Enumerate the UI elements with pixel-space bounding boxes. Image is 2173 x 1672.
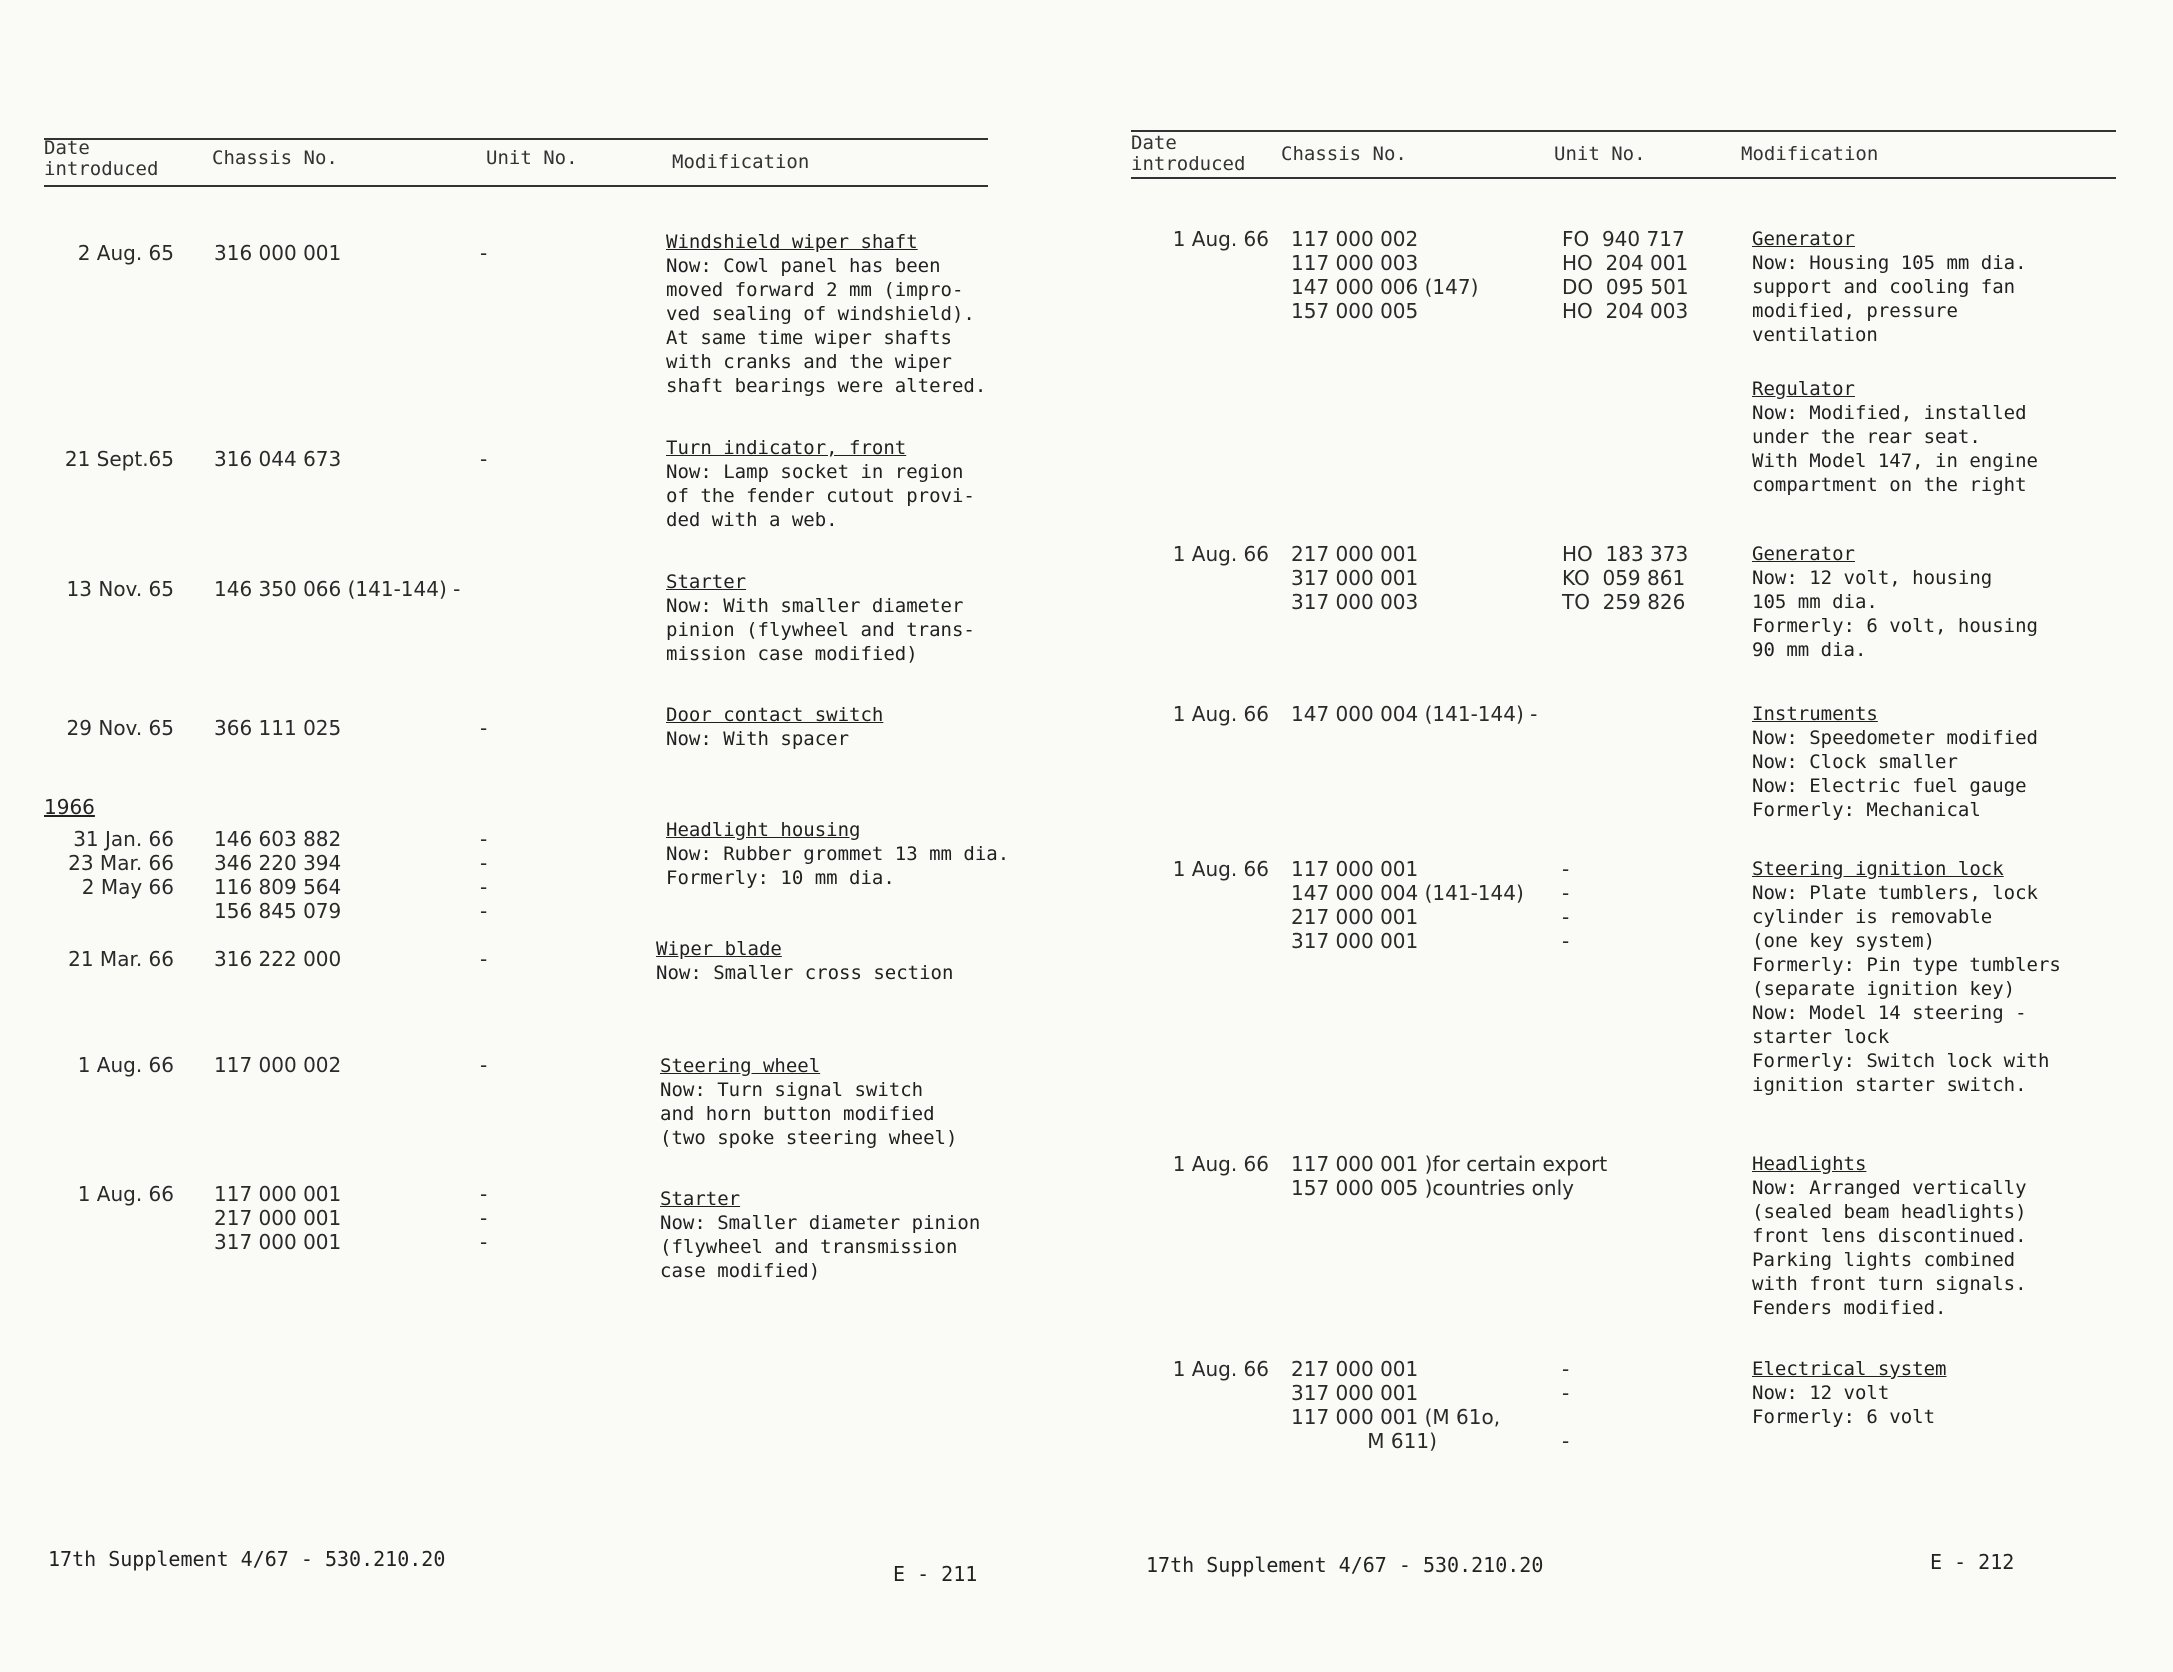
modification-text: Parking lights combined	[1752, 1249, 2016, 1271]
date-value: 1 Aug. 66	[1172, 1357, 1269, 1381]
date-cell	[1086, 542, 1269, 566]
modification-title: Headlights	[1752, 1153, 1867, 1175]
chassis-number: 217 000 001	[1291, 542, 1419, 566]
date-value: 23 Mar. 66	[68, 851, 174, 875]
unit-cell	[480, 241, 487, 265]
modification-text: Formerly: Switch lock with	[1752, 1050, 2050, 1072]
footer-supplement: 17th Supplement 4/67 - 530.210.20	[1146, 1553, 1544, 1577]
unit-number: -	[480, 241, 488, 265]
date-value: 13 Nov. 65	[66, 577, 174, 601]
modification-text: At same time wiper shafts	[666, 327, 952, 349]
unit-cell	[1562, 857, 1569, 953]
header-rule-top	[1131, 130, 2116, 132]
chassis-cell	[1291, 702, 1537, 726]
modification-cell	[1752, 857, 2061, 1127]
unit-number: DO 095 501	[1562, 275, 1689, 299]
date-value: 21 Mar. 66	[68, 947, 174, 971]
unit-cell	[480, 1182, 487, 1254]
unit-number: -	[480, 851, 488, 875]
modification-cell	[666, 436, 975, 562]
modification-text: modified, pressure	[1752, 300, 1958, 322]
unit-number: HO 204 003	[1562, 299, 1689, 323]
modification-group	[660, 1054, 957, 1150]
date-value: 1 Aug. 66	[1172, 702, 1269, 726]
modification-text: case modified)	[660, 1260, 821, 1282]
chassis-number: 117 000 002	[1291, 227, 1419, 251]
date-cell	[1086, 227, 1269, 251]
modification-title: Door contact switch	[666, 704, 884, 726]
modification-text: ded with a web.	[666, 509, 838, 531]
modification-cell	[1752, 542, 2038, 692]
modification-text: Now: With smaller diameter	[666, 595, 964, 617]
header-unit: Unit No.	[486, 147, 578, 169]
chassis-number: 317 000 001	[1291, 1381, 1419, 1405]
modification-text: Now: With spacer	[666, 728, 850, 750]
modification-text: with cranks and the wiper	[666, 351, 952, 373]
modification-text: support and cooling fan	[1752, 276, 2016, 298]
unit-number: -	[1562, 1429, 1570, 1453]
unit-cell	[480, 827, 487, 923]
modification-title: Starter	[660, 1188, 741, 1210]
date-cell	[1086, 857, 1269, 881]
unit-number: -	[480, 1230, 488, 1254]
modification-text: Now: Model 14 steering -	[1752, 1002, 2027, 1024]
year-marker: 1966	[44, 795, 95, 819]
modification-cell	[666, 570, 975, 696]
chassis-cell	[214, 241, 341, 265]
modification-text: Now: 12 volt	[1752, 1382, 1890, 1404]
modification-text: Formerly: Mechanical	[1752, 799, 1981, 821]
modification-group	[666, 436, 975, 532]
modification-cell	[660, 1054, 957, 1180]
modification-text: (two spoke steering wheel)	[660, 1127, 958, 1149]
chassis-number: 156 845 079	[214, 899, 342, 923]
modification-text: Now: Smaller cross section	[656, 962, 954, 984]
chassis-number: 147 000 004 (141-144) -	[1291, 702, 1538, 726]
modification-text: (separate ignition key)	[1752, 978, 2016, 1000]
chassis-number: 316 044 673	[214, 447, 342, 471]
page-right	[1086, 0, 2173, 1672]
modification-cell	[666, 818, 1009, 920]
date-value: 1 Aug. 66	[77, 1182, 174, 1206]
chassis-number: 317 000 001	[214, 1230, 342, 1254]
unit-number: -	[480, 1182, 488, 1206]
modification-text: shaft bearings were altered.	[666, 375, 987, 397]
header-modification: Modification	[1741, 143, 1879, 165]
modification-group	[1752, 1152, 2027, 1320]
chassis-cell	[214, 447, 341, 471]
footer-supplement: 17th Supplement 4/67 - 530.210.20	[48, 1547, 446, 1571]
chassis-number: 217 000 001	[1291, 905, 1419, 929]
modification-text: Now: Smaller diameter pinion	[660, 1212, 981, 1234]
modification-group	[1752, 227, 2038, 347]
chassis-number: 146 603 882	[214, 827, 342, 851]
chassis-cell	[1291, 227, 1478, 323]
modification-cell	[1752, 1152, 2027, 1350]
modification-text: under the rear seat.	[1752, 426, 1981, 448]
unit-cell	[1562, 542, 1688, 614]
unit-number: -	[1562, 1381, 1570, 1405]
modification-group	[656, 937, 953, 985]
modification-text: 105 mm dia.	[1752, 591, 1878, 613]
unit-number: -	[1562, 1357, 1570, 1381]
header-rule-bottom	[44, 185, 988, 187]
modification-text: ved sealing of windshield).	[666, 303, 975, 325]
modification-text: compartment on the right	[1752, 474, 2027, 496]
footer-page-number: E - 211	[893, 1562, 978, 1586]
modification-text: with front turn signals.	[1752, 1273, 2027, 1295]
unit-number: TO 259 826	[1562, 590, 1686, 614]
modification-text: moved forward 2 mm (impro-	[666, 279, 964, 301]
modification-title: Instruments	[1752, 703, 1878, 725]
unit-number: -	[480, 1053, 488, 1077]
modification-group	[1752, 542, 2038, 662]
date-value: 1 Aug. 66	[1172, 857, 1269, 881]
modification-text: cylinder is removable	[1752, 906, 1993, 928]
unit-number: -	[480, 947, 488, 971]
chassis-number: 316 000 001	[214, 241, 342, 265]
modification-group	[666, 230, 986, 398]
date-value: 2 Aug. 65	[77, 241, 174, 265]
date-cell	[0, 1053, 174, 1077]
chassis-cell	[1291, 1357, 1500, 1453]
modification-group	[666, 703, 883, 751]
modification-text: 90 mm dia.	[1752, 639, 1867, 661]
modification-cell	[1752, 702, 2038, 852]
modification-cell	[660, 1187, 980, 1313]
modification-text: front lens discontinued.	[1752, 1225, 2027, 1247]
modification-text: (sealed beam headlights)	[1752, 1201, 2027, 1223]
chassis-number: 217 000 001	[214, 1206, 342, 1230]
header-modification: Modification	[672, 151, 810, 173]
header-date: Date introduced	[1131, 132, 1246, 175]
chassis-cell	[1291, 1152, 1607, 1200]
modification-text: With Model 147, in engine	[1752, 450, 2038, 472]
modification-cell	[656, 937, 953, 1015]
modification-cell	[1752, 1357, 1946, 1459]
unit-number: -	[480, 875, 488, 899]
unit-cell	[480, 947, 487, 971]
modification-title: Starter	[666, 571, 747, 593]
chassis-number: 157 000 005	[1291, 299, 1419, 323]
date-cell	[0, 827, 174, 899]
modification-title: Windshield wiper shaft	[666, 231, 918, 253]
modification-title: Steering wheel	[660, 1055, 821, 1077]
modification-group	[660, 1187, 980, 1283]
page-left	[0, 0, 1086, 1672]
date-value: 2 May 66	[81, 875, 174, 899]
chassis-number: 147 000 006 (147)	[1291, 275, 1479, 299]
unit-number: -	[1562, 857, 1570, 881]
modification-title: Generator	[1752, 228, 1855, 250]
header-rule-top	[44, 138, 988, 140]
chassis-cell	[214, 716, 341, 740]
header-chassis: Chassis No.	[1281, 143, 1407, 165]
date-cell	[0, 241, 174, 265]
date-value: 1 Aug. 66	[1172, 1152, 1269, 1176]
header-date: Date introduced	[44, 137, 159, 180]
modification-title: Steering ignition lock	[1752, 858, 2004, 880]
modification-text: Now: Lamp socket in region	[666, 461, 964, 483]
modification-text: Now: Modified, installed	[1752, 402, 2027, 424]
modification-text: Now: Plate tumblers, lock	[1752, 882, 2038, 904]
date-value: 1 Aug. 66	[1172, 542, 1269, 566]
modification-text: Now: Rubber grommet 13 mm dia.	[666, 843, 1010, 865]
date-value: 21 Sept.65	[64, 447, 174, 471]
modification-text: starter lock	[1752, 1026, 1890, 1048]
chassis-number: 157 000 005 )countries only	[1291, 1176, 1574, 1200]
date-cell	[0, 1182, 174, 1206]
unit-number: -	[1562, 905, 1570, 929]
unit-number: HO 204 001	[1562, 251, 1689, 275]
header-unit: Unit No.	[1554, 143, 1646, 165]
chassis-number: 117 000 001	[214, 1182, 342, 1206]
modification-text: (one key system)	[1752, 930, 1936, 952]
modification-cell	[666, 703, 883, 781]
unit-number: -	[480, 716, 488, 740]
date-value: 31 Jan. 66	[73, 827, 174, 851]
unit-number: -	[480, 827, 488, 851]
unit-number: -	[480, 1206, 488, 1230]
unit-number: KO 059 861	[1562, 566, 1686, 590]
modification-text: Now: Turn signal switch	[660, 1079, 924, 1101]
unit-cell	[1562, 1357, 1569, 1453]
date-cell	[1086, 702, 1269, 726]
modification-text: Now: Arranged vertically	[1752, 1177, 2027, 1199]
chassis-cell	[214, 577, 460, 601]
modification-group	[666, 570, 975, 666]
chassis-number: M 611)	[1291, 1429, 1437, 1453]
modification-title: Wiper blade	[656, 938, 782, 960]
date-cell	[1086, 1357, 1269, 1381]
unit-cell	[480, 447, 487, 471]
date-value: 1 Aug. 66	[1172, 227, 1269, 251]
modification-text: Now: Electric fuel gauge	[1752, 775, 2027, 797]
modification-text: ignition starter switch.	[1752, 1074, 2027, 1096]
header-rule-bottom	[1131, 177, 2116, 179]
unit-cell	[480, 1053, 487, 1077]
chassis-cell	[1291, 542, 1418, 614]
date-cell	[0, 947, 174, 971]
chassis-number: 117 000 001 )for certain export	[1291, 1152, 1608, 1176]
modification-group	[666, 818, 1009, 890]
modification-text: Formerly: 6 volt	[1752, 1406, 1936, 1428]
date-cell	[0, 447, 174, 471]
chassis-cell	[214, 1053, 341, 1077]
modification-text: Now: Speedometer modified	[1752, 727, 2038, 749]
modification-text: pinion (flywheel and trans-	[666, 619, 975, 641]
chassis-cell	[1291, 857, 1524, 953]
footer-page-number: E - 212	[1930, 1550, 2015, 1574]
chassis-number: 117 000 001 (M 61o,	[1291, 1405, 1501, 1429]
modification-text: Now: Cowl panel has been	[666, 255, 941, 277]
modification-group	[1752, 857, 2061, 1097]
chassis-number: 117 000 003	[1291, 251, 1419, 275]
modification-group	[1752, 377, 2038, 497]
modification-text: Now: Clock smaller	[1752, 751, 1958, 773]
chassis-number: 217 000 001	[1291, 1357, 1419, 1381]
modification-cell	[666, 230, 986, 428]
unit-cell	[480, 716, 487, 740]
modification-text: Fenders modified.	[1752, 1297, 1947, 1319]
modification-group	[1752, 1357, 1946, 1429]
chassis-number: 346 220 394	[214, 851, 342, 875]
date-value: 1 Aug. 66	[77, 1053, 174, 1077]
chassis-number: 116 809 564	[214, 875, 342, 899]
unit-cell	[1562, 227, 1689, 323]
modification-title: Turn indicator, front	[666, 437, 907, 459]
modification-title: Electrical system	[1752, 1358, 1947, 1380]
modification-text: Now: Housing 105 mm dia.	[1752, 252, 2027, 274]
chassis-number: 117 000 002	[214, 1053, 342, 1077]
unit-number	[1562, 1405, 1569, 1429]
chassis-number: 317 000 001	[1291, 566, 1419, 590]
chassis-cell	[214, 1182, 341, 1254]
modification-text: Formerly: 10 mm dia.	[666, 867, 895, 889]
modification-text: mission case modified)	[666, 643, 918, 665]
date-value: 29 Nov. 65	[66, 716, 174, 740]
modification-text: and horn button modified	[660, 1103, 935, 1125]
modification-text: ventilation	[1752, 324, 1878, 346]
date-cell	[0, 716, 174, 740]
modification-title: Regulator	[1752, 378, 1855, 400]
chassis-cell	[214, 827, 341, 923]
chassis-number: 317 000 001	[1291, 929, 1419, 953]
modification-text: of the fender cutout provi-	[666, 485, 975, 507]
unit-number: HO 183 373	[1562, 542, 1689, 566]
unit-number: FO 940 717	[1562, 227, 1685, 251]
chassis-number: 147 000 004 (141-144)	[1291, 881, 1524, 905]
modification-title: Headlight housing	[666, 819, 861, 841]
unit-number: -	[1562, 881, 1570, 905]
chassis-cell	[214, 947, 341, 971]
modification-cell	[1752, 227, 2038, 527]
modification-title: Generator	[1752, 543, 1855, 565]
chassis-number: 146 350 066 (141-144) -	[214, 577, 461, 601]
header-chassis: Chassis No.	[212, 147, 338, 169]
chassis-number: 366 111 025	[214, 716, 342, 740]
chassis-number: 117 000 001	[1291, 857, 1419, 881]
modification-text: (flywheel and transmission	[660, 1236, 958, 1258]
modification-text: Now: 12 volt, housing	[1752, 567, 1993, 589]
date-cell	[1086, 1152, 1269, 1176]
date-cell	[0, 577, 174, 601]
unit-number: -	[480, 899, 488, 923]
unit-number: -	[1562, 929, 1570, 953]
modification-text: Formerly: Pin type tumblers	[1752, 954, 2061, 976]
unit-number: -	[480, 447, 488, 471]
chassis-number: 316 222 000	[214, 947, 342, 971]
modification-group	[1752, 702, 2038, 822]
chassis-number: 317 000 003	[1291, 590, 1419, 614]
modification-text: Formerly: 6 volt, housing	[1752, 615, 2038, 637]
